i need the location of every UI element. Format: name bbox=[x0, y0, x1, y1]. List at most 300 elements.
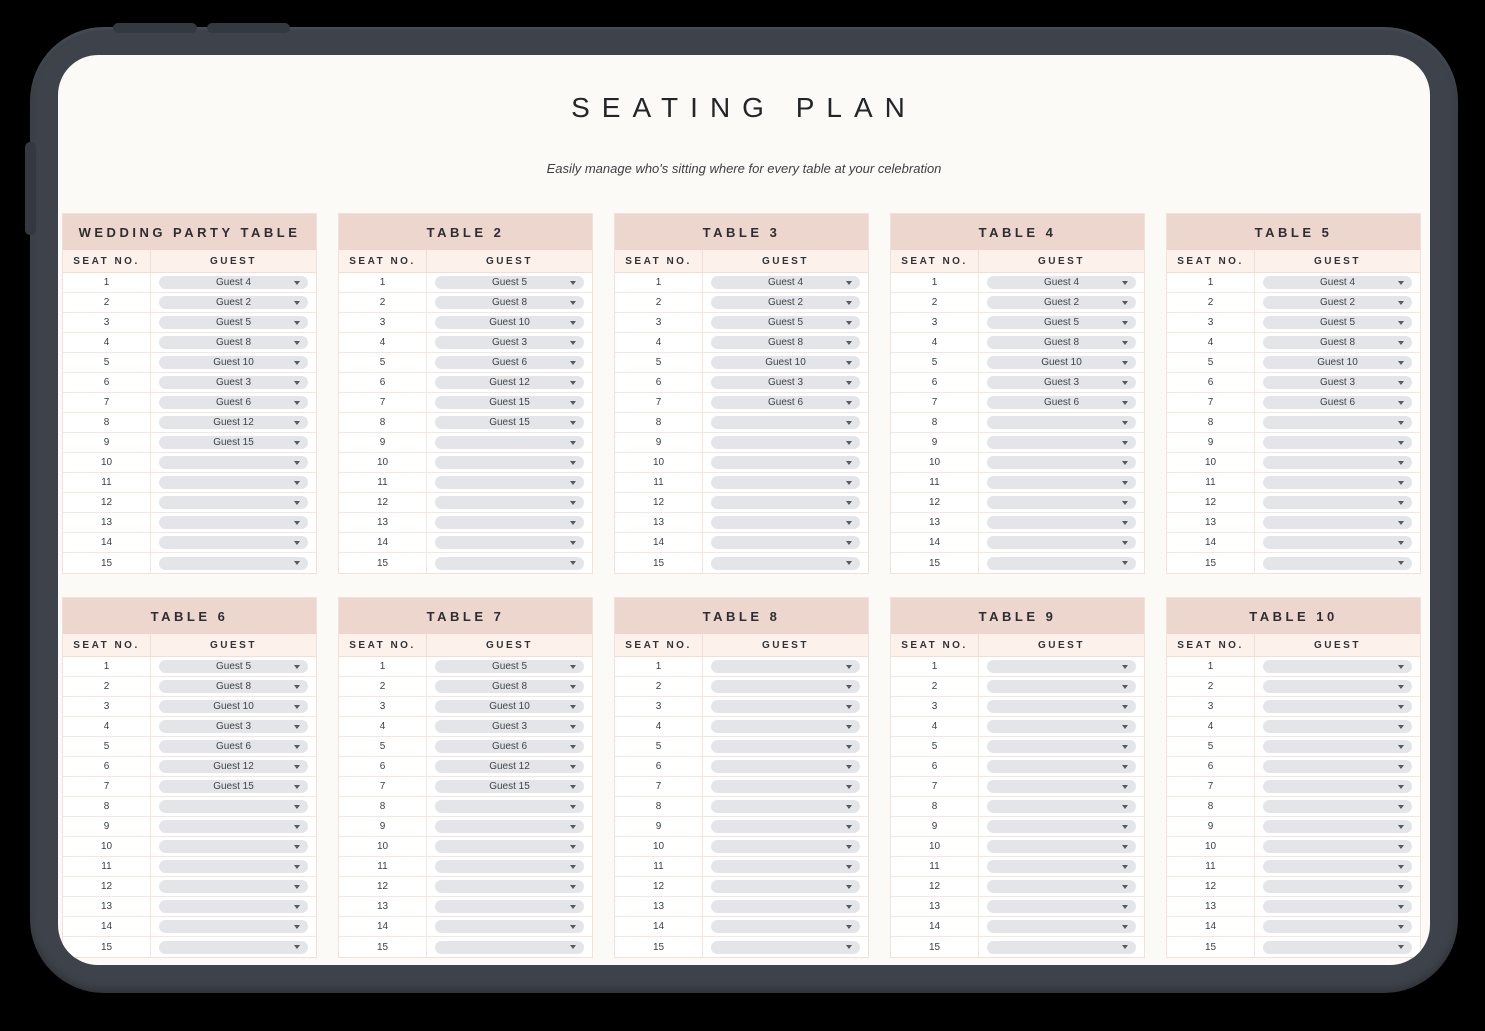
guest-dropdown[interactable] bbox=[711, 900, 860, 913]
guest-dropdown[interactable] bbox=[435, 436, 584, 449]
chevron-down-icon[interactable] bbox=[1398, 745, 1404, 749]
guest-dropdown[interactable] bbox=[1263, 516, 1412, 529]
guest-dropdown[interactable] bbox=[159, 660, 308, 673]
guest-dropdown[interactable] bbox=[1263, 780, 1412, 793]
chevron-down-icon[interactable] bbox=[294, 421, 300, 425]
chevron-down-icon[interactable] bbox=[570, 885, 576, 889]
guest-dropdown[interactable] bbox=[711, 720, 860, 733]
chevron-down-icon[interactable] bbox=[570, 925, 576, 929]
guest-dropdown[interactable] bbox=[711, 557, 860, 570]
chevron-down-icon[interactable] bbox=[1398, 401, 1404, 405]
guest-dropdown[interactable] bbox=[435, 276, 584, 289]
guest-dropdown[interactable] bbox=[435, 780, 584, 793]
guest-dropdown[interactable] bbox=[1263, 276, 1412, 289]
chevron-down-icon[interactable] bbox=[570, 945, 576, 949]
chevron-down-icon[interactable] bbox=[846, 765, 852, 769]
chevron-down-icon[interactable] bbox=[570, 441, 576, 445]
chevron-down-icon[interactable] bbox=[294, 381, 300, 385]
chevron-down-icon[interactable] bbox=[1122, 665, 1128, 669]
guest-dropdown[interactable] bbox=[987, 800, 1136, 813]
guest-dropdown[interactable] bbox=[987, 376, 1136, 389]
guest-dropdown[interactable] bbox=[159, 356, 308, 369]
guest-dropdown[interactable] bbox=[159, 276, 308, 289]
chevron-down-icon[interactable] bbox=[570, 561, 576, 565]
guest-dropdown[interactable] bbox=[435, 476, 584, 489]
chevron-down-icon[interactable] bbox=[846, 321, 852, 325]
chevron-down-icon[interactable] bbox=[1122, 705, 1128, 709]
chevron-down-icon[interactable] bbox=[846, 705, 852, 709]
chevron-down-icon[interactable] bbox=[1398, 725, 1404, 729]
guest-dropdown[interactable] bbox=[159, 780, 308, 793]
chevron-down-icon[interactable] bbox=[1398, 685, 1404, 689]
chevron-down-icon[interactable] bbox=[1398, 321, 1404, 325]
guest-dropdown[interactable] bbox=[711, 276, 860, 289]
guest-dropdown[interactable] bbox=[711, 920, 860, 933]
chevron-down-icon[interactable] bbox=[1122, 885, 1128, 889]
guest-dropdown[interactable] bbox=[1263, 557, 1412, 570]
chevron-down-icon[interactable] bbox=[1122, 945, 1128, 949]
guest-dropdown[interactable] bbox=[987, 780, 1136, 793]
guest-dropdown[interactable] bbox=[987, 740, 1136, 753]
guest-dropdown[interactable] bbox=[987, 316, 1136, 329]
chevron-down-icon[interactable] bbox=[1122, 805, 1128, 809]
guest-dropdown[interactable] bbox=[159, 720, 308, 733]
chevron-down-icon[interactable] bbox=[846, 945, 852, 949]
guest-dropdown[interactable] bbox=[711, 700, 860, 713]
guest-dropdown[interactable] bbox=[159, 496, 308, 509]
guest-dropdown[interactable] bbox=[1263, 496, 1412, 509]
chevron-down-icon[interactable] bbox=[1398, 481, 1404, 485]
chevron-down-icon[interactable] bbox=[1122, 725, 1128, 729]
chevron-down-icon[interactable] bbox=[1398, 825, 1404, 829]
guest-dropdown[interactable] bbox=[1263, 456, 1412, 469]
chevron-down-icon[interactable] bbox=[294, 845, 300, 849]
chevron-down-icon[interactable] bbox=[294, 521, 300, 525]
chevron-down-icon[interactable] bbox=[1122, 785, 1128, 789]
guest-dropdown[interactable] bbox=[1263, 416, 1412, 429]
chevron-down-icon[interactable] bbox=[1398, 865, 1404, 869]
guest-dropdown[interactable] bbox=[987, 880, 1136, 893]
guest-dropdown[interactable] bbox=[159, 840, 308, 853]
guest-dropdown[interactable] bbox=[435, 860, 584, 873]
chevron-down-icon[interactable] bbox=[1122, 905, 1128, 909]
chevron-down-icon[interactable] bbox=[846, 501, 852, 505]
guest-dropdown[interactable] bbox=[987, 700, 1136, 713]
guest-dropdown[interactable] bbox=[987, 476, 1136, 489]
chevron-down-icon[interactable] bbox=[846, 925, 852, 929]
guest-dropdown[interactable] bbox=[711, 860, 860, 873]
chevron-down-icon[interactable] bbox=[1122, 521, 1128, 525]
chevron-down-icon[interactable] bbox=[1122, 745, 1128, 749]
guest-dropdown[interactable] bbox=[159, 700, 308, 713]
guest-dropdown[interactable] bbox=[435, 740, 584, 753]
guest-dropdown[interactable] bbox=[987, 900, 1136, 913]
chevron-down-icon[interactable] bbox=[1398, 501, 1404, 505]
guest-dropdown[interactable] bbox=[711, 680, 860, 693]
guest-dropdown[interactable] bbox=[435, 941, 584, 954]
guest-dropdown[interactable] bbox=[987, 720, 1136, 733]
guest-dropdown[interactable] bbox=[159, 900, 308, 913]
chevron-down-icon[interactable] bbox=[1122, 321, 1128, 325]
guest-dropdown[interactable] bbox=[1263, 296, 1412, 309]
guest-dropdown[interactable] bbox=[1263, 476, 1412, 489]
chevron-down-icon[interactable] bbox=[294, 785, 300, 789]
chevron-down-icon[interactable] bbox=[1398, 945, 1404, 949]
chevron-down-icon[interactable] bbox=[570, 301, 576, 305]
guest-dropdown[interactable] bbox=[711, 376, 860, 389]
guest-dropdown[interactable] bbox=[1263, 660, 1412, 673]
guest-dropdown[interactable] bbox=[435, 840, 584, 853]
chevron-down-icon[interactable] bbox=[1398, 845, 1404, 849]
chevron-down-icon[interactable] bbox=[570, 481, 576, 485]
guest-dropdown[interactable] bbox=[435, 516, 584, 529]
chevron-down-icon[interactable] bbox=[294, 685, 300, 689]
chevron-down-icon[interactable] bbox=[570, 705, 576, 709]
chevron-down-icon[interactable] bbox=[570, 765, 576, 769]
chevron-down-icon[interactable] bbox=[846, 745, 852, 749]
chevron-down-icon[interactable] bbox=[1398, 541, 1404, 545]
chevron-down-icon[interactable] bbox=[294, 361, 300, 365]
guest-dropdown[interactable] bbox=[159, 920, 308, 933]
chevron-down-icon[interactable] bbox=[294, 665, 300, 669]
guest-dropdown[interactable] bbox=[159, 760, 308, 773]
chevron-down-icon[interactable] bbox=[1122, 845, 1128, 849]
chevron-down-icon[interactable] bbox=[1398, 705, 1404, 709]
chevron-down-icon[interactable] bbox=[294, 885, 300, 889]
chevron-down-icon[interactable] bbox=[846, 685, 852, 689]
chevron-down-icon[interactable] bbox=[294, 321, 300, 325]
guest-dropdown[interactable] bbox=[711, 840, 860, 853]
guest-dropdown[interactable] bbox=[1263, 376, 1412, 389]
chevron-down-icon[interactable] bbox=[294, 341, 300, 345]
guest-dropdown[interactable] bbox=[435, 900, 584, 913]
chevron-down-icon[interactable] bbox=[570, 501, 576, 505]
guest-dropdown[interactable] bbox=[987, 840, 1136, 853]
guest-dropdown[interactable] bbox=[987, 416, 1136, 429]
chevron-down-icon[interactable] bbox=[846, 785, 852, 789]
chevron-down-icon[interactable] bbox=[1398, 461, 1404, 465]
guest-dropdown[interactable] bbox=[711, 496, 860, 509]
guest-dropdown[interactable] bbox=[1263, 720, 1412, 733]
guest-dropdown[interactable] bbox=[711, 820, 860, 833]
chevron-down-icon[interactable] bbox=[1122, 401, 1128, 405]
chevron-down-icon[interactable] bbox=[570, 321, 576, 325]
guest-dropdown[interactable] bbox=[987, 396, 1136, 409]
chevron-down-icon[interactable] bbox=[846, 421, 852, 425]
chevron-down-icon[interactable] bbox=[846, 905, 852, 909]
guest-dropdown[interactable] bbox=[159, 680, 308, 693]
guest-dropdown[interactable] bbox=[435, 336, 584, 349]
chevron-down-icon[interactable] bbox=[1122, 541, 1128, 545]
chevron-down-icon[interactable] bbox=[294, 725, 300, 729]
chevron-down-icon[interactable] bbox=[1398, 441, 1404, 445]
guest-dropdown[interactable] bbox=[1263, 900, 1412, 913]
chevron-down-icon[interactable] bbox=[1122, 341, 1128, 345]
guest-dropdown[interactable] bbox=[711, 941, 860, 954]
guest-dropdown[interactable] bbox=[435, 820, 584, 833]
guest-dropdown[interactable] bbox=[987, 860, 1136, 873]
chevron-down-icon[interactable] bbox=[570, 541, 576, 545]
guest-dropdown[interactable] bbox=[987, 820, 1136, 833]
chevron-down-icon[interactable] bbox=[570, 905, 576, 909]
chevron-down-icon[interactable] bbox=[1398, 765, 1404, 769]
guest-dropdown[interactable] bbox=[711, 296, 860, 309]
guest-dropdown[interactable] bbox=[435, 557, 584, 570]
chevron-down-icon[interactable] bbox=[294, 825, 300, 829]
chevron-down-icon[interactable] bbox=[570, 725, 576, 729]
chevron-down-icon[interactable] bbox=[1122, 381, 1128, 385]
guest-dropdown[interactable] bbox=[1263, 356, 1412, 369]
guest-dropdown[interactable] bbox=[711, 416, 860, 429]
chevron-down-icon[interactable] bbox=[294, 441, 300, 445]
guest-dropdown[interactable] bbox=[159, 336, 308, 349]
guest-dropdown[interactable] bbox=[987, 557, 1136, 570]
chevron-down-icon[interactable] bbox=[1398, 905, 1404, 909]
guest-dropdown[interactable] bbox=[1263, 336, 1412, 349]
chevron-down-icon[interactable] bbox=[1398, 925, 1404, 929]
chevron-down-icon[interactable] bbox=[570, 825, 576, 829]
guest-dropdown[interactable] bbox=[435, 416, 584, 429]
guest-dropdown[interactable] bbox=[987, 356, 1136, 369]
guest-dropdown[interactable] bbox=[711, 396, 860, 409]
guest-dropdown[interactable] bbox=[435, 800, 584, 813]
chevron-down-icon[interactable] bbox=[1122, 765, 1128, 769]
chevron-down-icon[interactable] bbox=[294, 925, 300, 929]
chevron-down-icon[interactable] bbox=[294, 745, 300, 749]
chevron-down-icon[interactable] bbox=[1398, 521, 1404, 525]
chevron-down-icon[interactable] bbox=[1122, 281, 1128, 285]
guest-dropdown[interactable] bbox=[711, 780, 860, 793]
guest-dropdown[interactable] bbox=[159, 396, 308, 409]
chevron-down-icon[interactable] bbox=[846, 885, 852, 889]
chevron-down-icon[interactable] bbox=[570, 341, 576, 345]
chevron-down-icon[interactable] bbox=[846, 805, 852, 809]
chevron-down-icon[interactable] bbox=[846, 461, 852, 465]
guest-dropdown[interactable] bbox=[435, 880, 584, 893]
guest-dropdown[interactable] bbox=[159, 436, 308, 449]
guest-dropdown[interactable] bbox=[711, 760, 860, 773]
guest-dropdown[interactable] bbox=[1263, 880, 1412, 893]
guest-dropdown[interactable] bbox=[435, 496, 584, 509]
guest-dropdown[interactable] bbox=[711, 476, 860, 489]
chevron-down-icon[interactable] bbox=[846, 361, 852, 365]
guest-dropdown[interactable] bbox=[1263, 396, 1412, 409]
chevron-down-icon[interactable] bbox=[846, 301, 852, 305]
chevron-down-icon[interactable] bbox=[1398, 665, 1404, 669]
guest-dropdown[interactable] bbox=[1263, 740, 1412, 753]
guest-dropdown[interactable] bbox=[711, 436, 860, 449]
guest-dropdown[interactable] bbox=[1263, 800, 1412, 813]
guest-dropdown[interactable] bbox=[987, 941, 1136, 954]
chevron-down-icon[interactable] bbox=[570, 785, 576, 789]
guest-dropdown[interactable] bbox=[435, 356, 584, 369]
guest-dropdown[interactable] bbox=[987, 496, 1136, 509]
guest-dropdown[interactable] bbox=[435, 680, 584, 693]
guest-dropdown[interactable] bbox=[159, 416, 308, 429]
chevron-down-icon[interactable] bbox=[1122, 825, 1128, 829]
guest-dropdown[interactable] bbox=[987, 660, 1136, 673]
chevron-down-icon[interactable] bbox=[294, 281, 300, 285]
guest-dropdown[interactable] bbox=[435, 536, 584, 549]
guest-dropdown[interactable] bbox=[1263, 680, 1412, 693]
guest-dropdown[interactable] bbox=[159, 476, 308, 489]
guest-dropdown[interactable] bbox=[435, 720, 584, 733]
chevron-down-icon[interactable] bbox=[1122, 481, 1128, 485]
guest-dropdown[interactable] bbox=[159, 296, 308, 309]
chevron-down-icon[interactable] bbox=[294, 945, 300, 949]
chevron-down-icon[interactable] bbox=[570, 421, 576, 425]
chevron-down-icon[interactable] bbox=[846, 281, 852, 285]
guest-dropdown[interactable] bbox=[1263, 436, 1412, 449]
guest-dropdown[interactable] bbox=[159, 740, 308, 753]
guest-dropdown[interactable] bbox=[435, 316, 584, 329]
guest-dropdown[interactable] bbox=[711, 316, 860, 329]
chevron-down-icon[interactable] bbox=[294, 501, 300, 505]
guest-dropdown[interactable] bbox=[987, 760, 1136, 773]
chevron-down-icon[interactable] bbox=[294, 765, 300, 769]
chevron-down-icon[interactable] bbox=[570, 401, 576, 405]
guest-dropdown[interactable] bbox=[987, 276, 1136, 289]
chevron-down-icon[interactable] bbox=[294, 705, 300, 709]
chevron-down-icon[interactable] bbox=[846, 541, 852, 545]
guest-dropdown[interactable] bbox=[1263, 820, 1412, 833]
guest-dropdown[interactable] bbox=[711, 660, 860, 673]
chevron-down-icon[interactable] bbox=[1122, 561, 1128, 565]
guest-dropdown[interactable] bbox=[435, 456, 584, 469]
chevron-down-icon[interactable] bbox=[1122, 501, 1128, 505]
chevron-down-icon[interactable] bbox=[294, 401, 300, 405]
guest-dropdown[interactable] bbox=[1263, 316, 1412, 329]
chevron-down-icon[interactable] bbox=[570, 685, 576, 689]
chevron-down-icon[interactable] bbox=[1398, 281, 1404, 285]
chevron-down-icon[interactable] bbox=[1122, 421, 1128, 425]
guest-dropdown[interactable] bbox=[711, 880, 860, 893]
guest-dropdown[interactable] bbox=[159, 316, 308, 329]
guest-dropdown[interactable] bbox=[711, 456, 860, 469]
chevron-down-icon[interactable] bbox=[570, 361, 576, 365]
chevron-down-icon[interactable] bbox=[1398, 341, 1404, 345]
chevron-down-icon[interactable] bbox=[1122, 301, 1128, 305]
guest-dropdown[interactable] bbox=[987, 680, 1136, 693]
chevron-down-icon[interactable] bbox=[294, 461, 300, 465]
chevron-down-icon[interactable] bbox=[570, 865, 576, 869]
chevron-down-icon[interactable] bbox=[294, 561, 300, 565]
chevron-down-icon[interactable] bbox=[1122, 865, 1128, 869]
guest-dropdown[interactable] bbox=[987, 456, 1136, 469]
chevron-down-icon[interactable] bbox=[1398, 381, 1404, 385]
chevron-down-icon[interactable] bbox=[1398, 785, 1404, 789]
guest-dropdown[interactable] bbox=[987, 516, 1136, 529]
chevron-down-icon[interactable] bbox=[846, 725, 852, 729]
guest-dropdown[interactable] bbox=[435, 660, 584, 673]
guest-dropdown[interactable] bbox=[435, 920, 584, 933]
guest-dropdown[interactable] bbox=[987, 920, 1136, 933]
chevron-down-icon[interactable] bbox=[570, 845, 576, 849]
chevron-down-icon[interactable] bbox=[1122, 925, 1128, 929]
guest-dropdown[interactable] bbox=[711, 740, 860, 753]
chevron-down-icon[interactable] bbox=[294, 905, 300, 909]
guest-dropdown[interactable] bbox=[1263, 760, 1412, 773]
guest-dropdown[interactable] bbox=[435, 700, 584, 713]
chevron-down-icon[interactable] bbox=[294, 301, 300, 305]
chevron-down-icon[interactable] bbox=[570, 521, 576, 525]
chevron-down-icon[interactable] bbox=[846, 561, 852, 565]
chevron-down-icon[interactable] bbox=[570, 745, 576, 749]
chevron-down-icon[interactable] bbox=[570, 381, 576, 385]
chevron-down-icon[interactable] bbox=[1398, 421, 1404, 425]
chevron-down-icon[interactable] bbox=[846, 825, 852, 829]
chevron-down-icon[interactable] bbox=[846, 665, 852, 669]
chevron-down-icon[interactable] bbox=[846, 381, 852, 385]
guest-dropdown[interactable] bbox=[159, 880, 308, 893]
chevron-down-icon[interactable] bbox=[1122, 441, 1128, 445]
guest-dropdown[interactable] bbox=[711, 516, 860, 529]
guest-dropdown[interactable] bbox=[159, 456, 308, 469]
guest-dropdown[interactable] bbox=[159, 376, 308, 389]
chevron-down-icon[interactable] bbox=[1398, 561, 1404, 565]
chevron-down-icon[interactable] bbox=[570, 461, 576, 465]
guest-dropdown[interactable] bbox=[159, 860, 308, 873]
chevron-down-icon[interactable] bbox=[570, 805, 576, 809]
guest-dropdown[interactable] bbox=[159, 820, 308, 833]
chevron-down-icon[interactable] bbox=[1398, 805, 1404, 809]
chevron-down-icon[interactable] bbox=[294, 805, 300, 809]
guest-dropdown[interactable] bbox=[711, 536, 860, 549]
chevron-down-icon[interactable] bbox=[570, 281, 576, 285]
guest-dropdown[interactable] bbox=[711, 336, 860, 349]
guest-dropdown[interactable] bbox=[159, 536, 308, 549]
chevron-down-icon[interactable] bbox=[294, 541, 300, 545]
guest-dropdown[interactable] bbox=[159, 941, 308, 954]
guest-dropdown[interactable] bbox=[1263, 700, 1412, 713]
chevron-down-icon[interactable] bbox=[1122, 361, 1128, 365]
guest-dropdown[interactable] bbox=[435, 376, 584, 389]
guest-dropdown[interactable] bbox=[987, 336, 1136, 349]
chevron-down-icon[interactable] bbox=[1398, 885, 1404, 889]
guest-dropdown[interactable] bbox=[435, 396, 584, 409]
chevron-down-icon[interactable] bbox=[1398, 301, 1404, 305]
guest-dropdown[interactable] bbox=[711, 800, 860, 813]
chevron-down-icon[interactable] bbox=[846, 341, 852, 345]
guest-dropdown[interactable] bbox=[435, 296, 584, 309]
guest-dropdown[interactable] bbox=[1263, 840, 1412, 853]
chevron-down-icon[interactable] bbox=[294, 865, 300, 869]
guest-dropdown[interactable] bbox=[1263, 920, 1412, 933]
guest-dropdown[interactable] bbox=[1263, 860, 1412, 873]
guest-dropdown[interactable] bbox=[159, 516, 308, 529]
chevron-down-icon[interactable] bbox=[846, 441, 852, 445]
guest-dropdown[interactable] bbox=[159, 557, 308, 570]
chevron-down-icon[interactable] bbox=[570, 665, 576, 669]
chevron-down-icon[interactable] bbox=[846, 401, 852, 405]
chevron-down-icon[interactable] bbox=[846, 865, 852, 869]
chevron-down-icon[interactable] bbox=[1122, 685, 1128, 689]
chevron-down-icon[interactable] bbox=[846, 521, 852, 525]
guest-dropdown[interactable] bbox=[1263, 941, 1412, 954]
guest-dropdown[interactable] bbox=[1263, 536, 1412, 549]
guest-dropdown[interactable] bbox=[987, 536, 1136, 549]
chevron-down-icon[interactable] bbox=[846, 481, 852, 485]
chevron-down-icon[interactable] bbox=[294, 481, 300, 485]
guest-dropdown[interactable] bbox=[987, 296, 1136, 309]
guest-dropdown[interactable] bbox=[159, 800, 308, 813]
chevron-down-icon[interactable] bbox=[846, 845, 852, 849]
guest-dropdown[interactable] bbox=[435, 760, 584, 773]
chevron-down-icon[interactable] bbox=[1122, 461, 1128, 465]
chevron-down-icon[interactable] bbox=[1398, 361, 1404, 365]
guest-dropdown[interactable] bbox=[711, 356, 860, 369]
guest-dropdown[interactable] bbox=[987, 436, 1136, 449]
